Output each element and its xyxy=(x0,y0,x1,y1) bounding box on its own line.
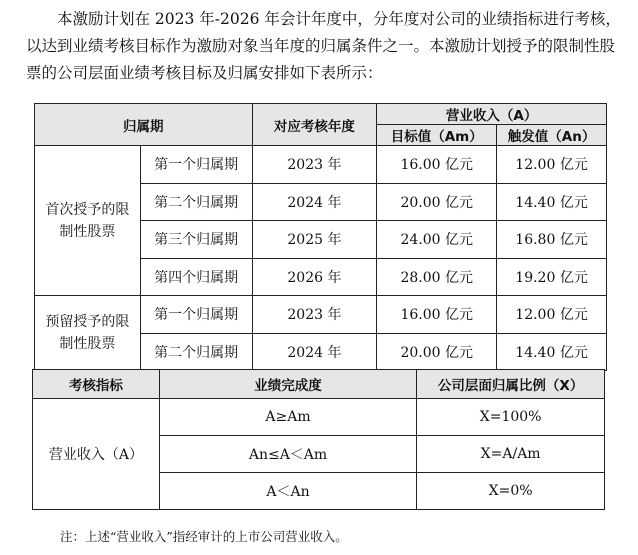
cell-period: 第二个归属期 xyxy=(140,183,252,221)
cell-completion: A＜An xyxy=(159,473,417,510)
cell-period: 第三个归属期 xyxy=(140,221,252,259)
cell-target: 20.00 亿元 xyxy=(377,183,497,221)
table-row xyxy=(35,146,607,184)
cell-ratio: X=A/Am xyxy=(417,436,605,473)
table-row xyxy=(33,399,605,436)
cell-period: 第一个归属期 xyxy=(140,296,252,334)
cell-trigger: 12.00 亿元 xyxy=(497,296,607,334)
intro-text xyxy=(26,6,630,87)
cell-ratio: X=0% xyxy=(417,473,605,510)
footnote: 注：上述“营业收入”指经审计的上市公司营业收入。 xyxy=(60,529,348,544)
cell-target: 28.00 亿元 xyxy=(377,258,497,296)
cell-target: 16.00 亿元 xyxy=(377,146,497,184)
group-first-grant: 首次授予的限制性股票 xyxy=(35,146,141,296)
header-target: 目标值（Am） xyxy=(377,125,497,146)
cell-year: 2026 年 xyxy=(252,258,377,296)
header-period: 归属期 xyxy=(35,104,253,146)
cell-year: 2025 年 xyxy=(252,221,377,259)
header-revenue: 营业收入（A） xyxy=(377,104,607,125)
intro-line-3: 性股票的公司层面业绩考核目标及归属安排如下表所示： xyxy=(26,37,616,82)
cell-target: 16.00 亿元 xyxy=(377,296,497,334)
cell-period: 第一个归属期 xyxy=(140,146,252,184)
header-trigger: 触发值（An） xyxy=(497,125,607,146)
vesting-ratio-table xyxy=(32,369,605,510)
cell-period: 第二个归属期 xyxy=(140,333,252,371)
cell-ratio: X=100% xyxy=(417,399,605,436)
vesting-schedule-table xyxy=(34,103,607,371)
cell-period: 第四个归属期 xyxy=(140,258,252,296)
cell-target: 24.00 亿元 xyxy=(377,221,497,259)
cell-trigger: 19.20 亿元 xyxy=(497,258,607,296)
group-reserved-grant: 预留授予的限制性股票 xyxy=(35,296,141,371)
cell-indicator: 营业收入（A） xyxy=(33,399,160,510)
cell-year: 2024 年 xyxy=(252,333,377,371)
header-completion: 业绩完成度 xyxy=(159,370,417,399)
header-ratio: 公司层面归属比例（X） xyxy=(417,370,605,399)
cell-target: 20.00 亿元 xyxy=(377,333,497,371)
intro-line-2: 以达到业绩考核目标作为激励对象当年度的归属条件之一。本激励计划授予的限制 xyxy=(26,37,585,55)
intro-paragraph xyxy=(26,6,630,87)
intro-line-1: 本激励计划在 2023 年-2026 年会计年度中，分年度对公司的业绩指标进行考核， xyxy=(57,10,621,28)
cell-year: 2024 年 xyxy=(252,183,377,221)
cell-completion: A≥Am xyxy=(159,399,417,436)
cell-trigger: 12.00 亿元 xyxy=(497,146,607,184)
cell-year: 2023 年 xyxy=(252,296,377,334)
cell-trigger: 14.40 亿元 xyxy=(497,183,607,221)
table-row xyxy=(35,296,607,334)
cell-trigger: 14.40 亿元 xyxy=(497,333,607,371)
cell-completion: An≤A＜Am xyxy=(159,436,417,473)
header-year: 对应考核年度 xyxy=(252,104,377,146)
cell-trigger: 16.80 亿元 xyxy=(497,221,607,259)
cell-year: 2023 年 xyxy=(252,146,377,184)
header-indicator: 考核指标 xyxy=(33,370,160,399)
